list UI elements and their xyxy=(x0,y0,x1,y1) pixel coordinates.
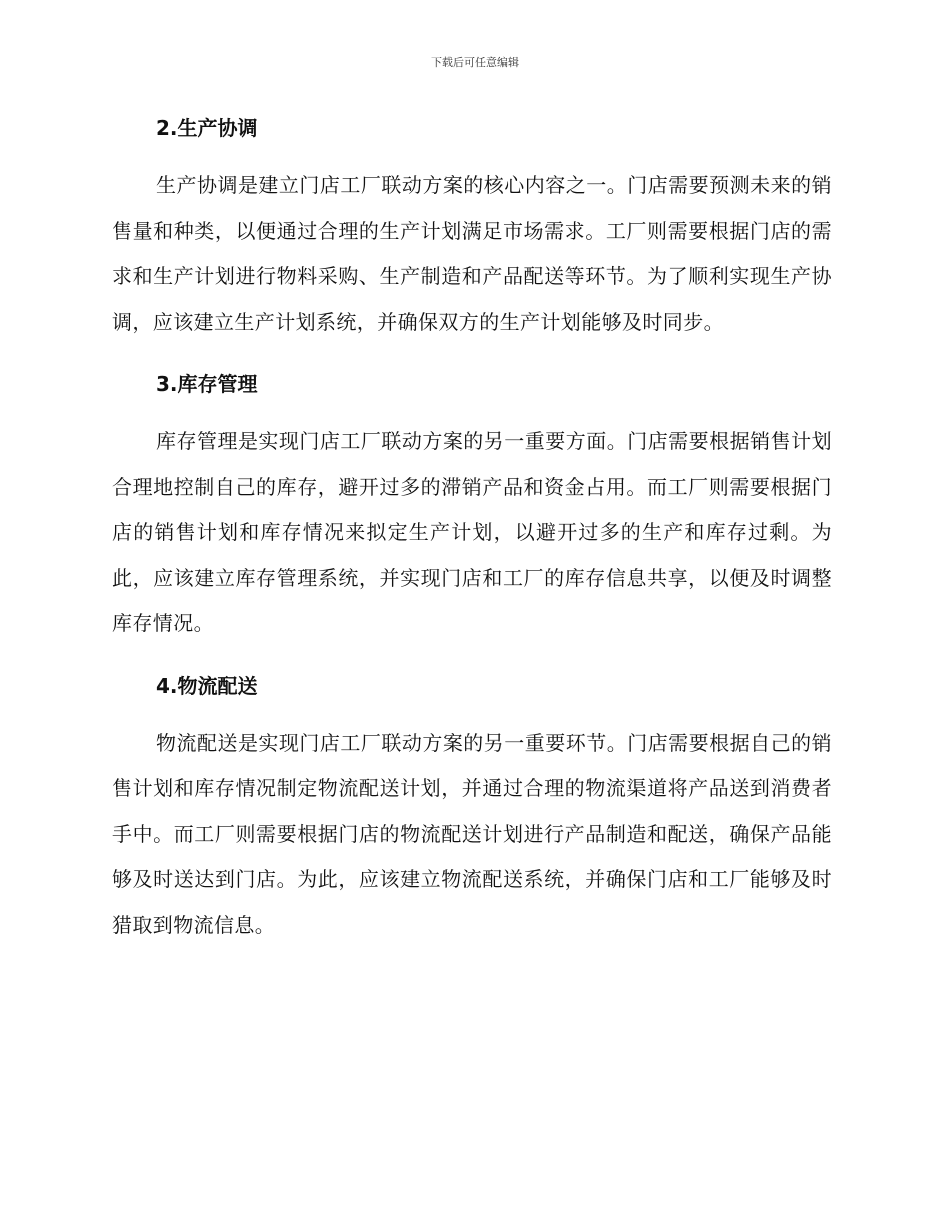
section-heading: 4.物流配送 xyxy=(156,673,258,698)
section-paragraph: 生产协调是建立门店工厂联动方案的核心内容之一。门店需要预测未来的销售量和种类，以便通过合理的生产计划满足市场需求。工厂则需要根据门店的需求和生产计划进行物料采购、生产制造和产品配送等环节。为了顺利实现生产协调，应该建立生产计划系统，并确保双方的生产计划能够及时同步。 xyxy=(112,173,832,334)
section-production-coordination xyxy=(112,110,832,345)
section-paragraph: 物流配送是实现门店工厂联动方案的另一重要环节。门店需要根据自己的销售计划和库存情况制定物流配送计划，并通过合理的物流渠道将产品送到消费者手中。而工厂则需要根据门店的物流配送计划进行产品制造和配送，确保产品能够及时送达到门店。为此，应该建立物流配送系统，并确保门店和工厂能够及时猎取到物流信息。 xyxy=(112,730,832,937)
section-heading: 2.生产协调 xyxy=(156,116,258,140)
page-header-note: 下载后可任意编辑 xyxy=(431,56,519,69)
document-body xyxy=(112,110,832,969)
section-paragraph: 库存管理是实现门店工厂联动方案的另一重要方面。门店需要根据销售计划合理地控制自己的库存，避开过多的滞销产品和资金占用。而工厂则需要根据门店的销售计划和库存情况来拟定生产计划，以避开过多的生产和库存过剩。为此，应该建立库存管理系统，并实现门店和工厂的库存信息共享，以便及时调整库存情况。 xyxy=(112,429,832,635)
section-inventory-management xyxy=(112,366,832,647)
section-heading: 3.库存管理 xyxy=(156,372,258,396)
section-logistics-distribution xyxy=(112,668,832,949)
